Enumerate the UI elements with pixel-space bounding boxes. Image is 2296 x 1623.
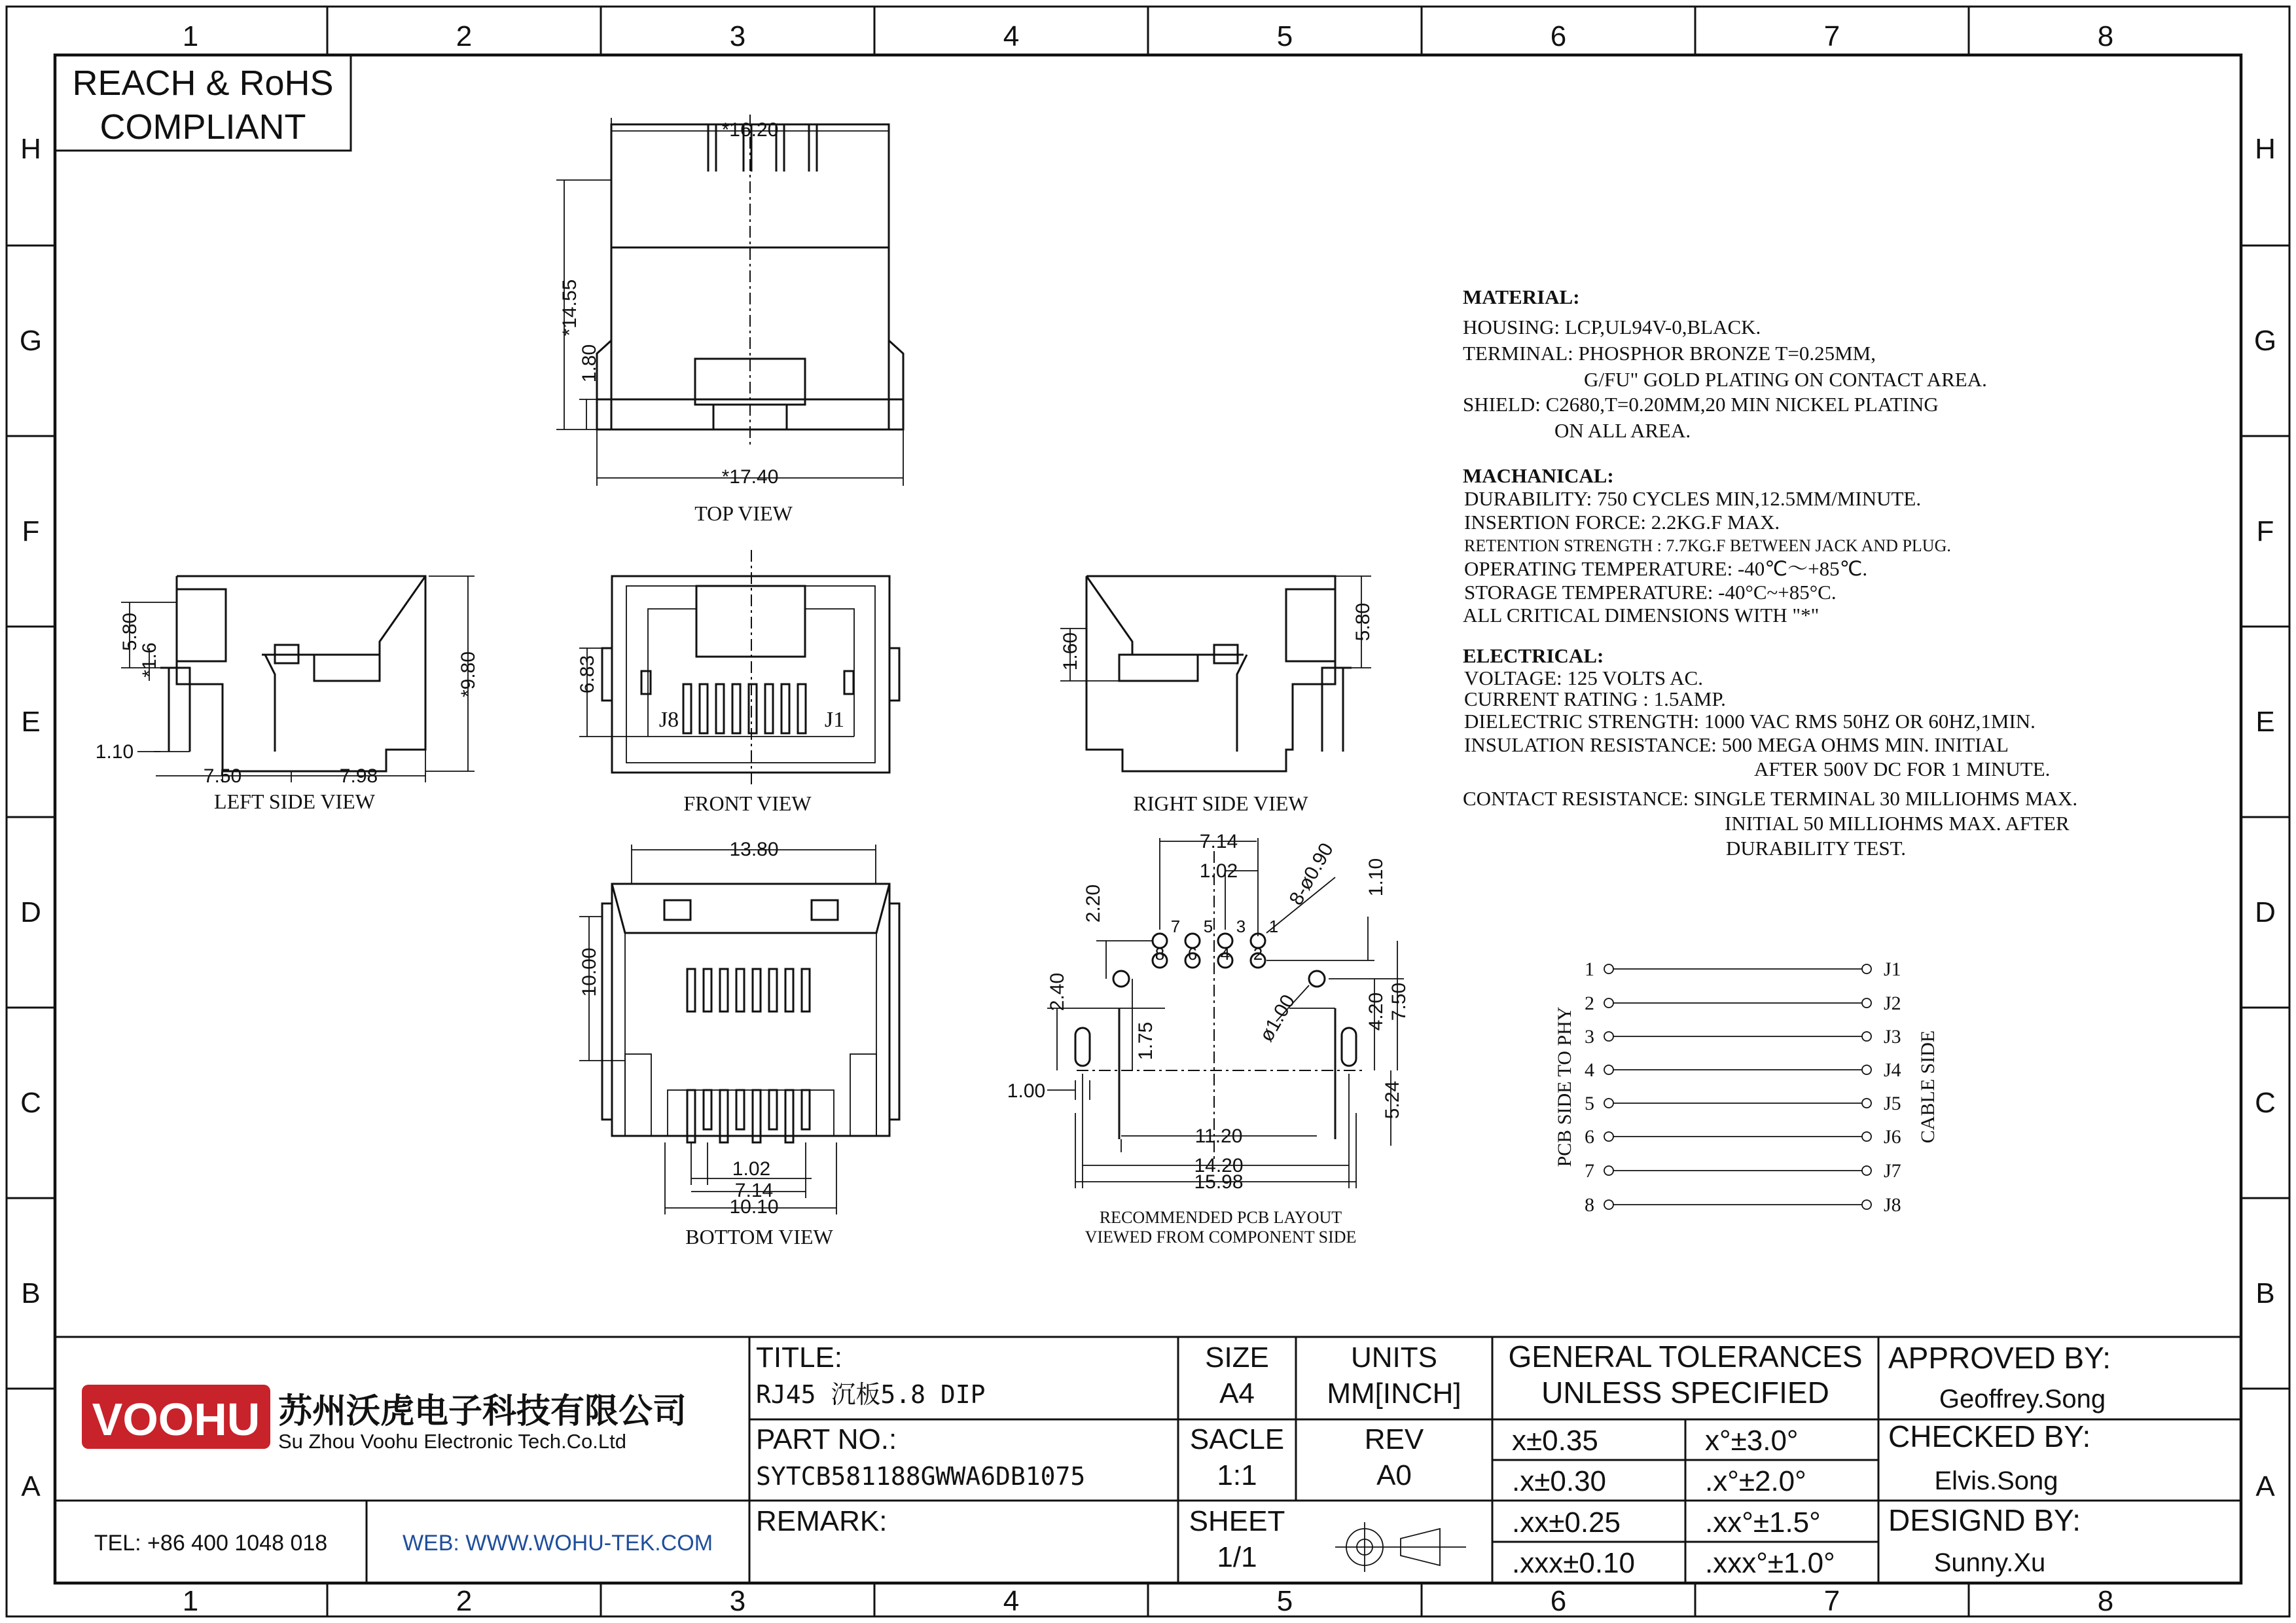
- schematic-pin: 4: [1585, 1059, 1594, 1081]
- part-no-label: PART NO.:: [756, 1423, 897, 1455]
- schematic-jack: J5: [1884, 1093, 1901, 1114]
- col-label: 4: [1003, 1585, 1020, 1617]
- spec-line: INSULATION RESISTANCE: 500 MEGA OHMS MIN. INITIAL: [1464, 733, 2009, 756]
- tolerance-value: x°±3.0°: [1705, 1425, 1799, 1457]
- tolerance-title-2: UNLESS SPECIFIED: [1541, 1376, 1829, 1410]
- specifications: [1463, 285, 2077, 860]
- schematic-pin: 8: [1585, 1194, 1594, 1216]
- web-text: WEB: WWW.WOHU-TEK.COM: [402, 1531, 713, 1556]
- dim-pcb-15-98: 15.98: [1194, 1171, 1244, 1193]
- row-label: E: [2255, 706, 2275, 738]
- col-label: 7: [1823, 20, 1840, 52]
- schematic-jack: J2: [1884, 993, 1901, 1014]
- projection-symbol-icon: [1335, 1522, 1466, 1572]
- col-label: 5: [1276, 1585, 1293, 1617]
- tolerance-value: .x±0.30: [1512, 1465, 1607, 1497]
- spec-line: G/FU" GOLD PLATING ON CONTACT AREA.: [1584, 368, 1987, 391]
- right-view-label: RIGHT SIDE VIEW: [1133, 792, 1308, 815]
- dim-pcb-hole-dia: ø1.00: [1255, 991, 1300, 1046]
- company-name-cn: 苏州沃虎电子科技有限公司: [278, 1393, 687, 1431]
- schematic-pin: 7: [1585, 1160, 1594, 1182]
- spec-line: ALL CRITICAL DIMENSIONS WITH "*": [1463, 604, 1820, 627]
- dim-14-55: *14.55: [559, 279, 581, 337]
- pcb-label-1: RECOMMENDED PCB LAYOUT: [1099, 1208, 1342, 1227]
- dim-pcb-1-10: 1.10: [1365, 858, 1387, 897]
- pin-label-j8: J8: [658, 708, 679, 732]
- spec-line: STORAGE TEMPERATURE: -40°C~+85°C.: [1464, 581, 1837, 604]
- dim-pcb-2-40: 2.40: [1047, 972, 1068, 1012]
- company-name-en: Su Zhou Voohu Electronic Tech.Co.Ltd: [278, 1430, 626, 1453]
- left-side-view: [96, 576, 479, 813]
- spec-line: DURABILITY: 750 CYCLES MIN,12.5MM/MINUTE.: [1464, 487, 1922, 510]
- dim-7-50: 7.50: [203, 765, 242, 787]
- dim-16-20: *16.20: [721, 119, 779, 141]
- pcb-label-2: VIEWED FROM COMPONENT SIDE: [1085, 1228, 1357, 1247]
- spec-line: RETENTION STRENGTH : 7.7KG.F BETWEEN JACK AND PLUG.: [1464, 536, 1951, 555]
- spec-line: HOUSING: LCP,UL94V-0,BLACK.: [1463, 316, 1761, 338]
- pin-number: 6: [1187, 944, 1198, 964]
- pin-number: 7: [1170, 917, 1181, 936]
- row-label: H: [20, 133, 41, 165]
- col-label: 1: [182, 1585, 199, 1617]
- row-label: C: [20, 1087, 41, 1119]
- schematic-pin: 2: [1585, 993, 1594, 1014]
- size-label: SIZE: [1205, 1341, 1269, 1374]
- bottom-view-label: BOTTOM VIEW: [685, 1225, 833, 1249]
- dim-1-80: 1.80: [579, 344, 600, 383]
- spec-line: VOLTAGE: 125 VOLTS AC.: [1464, 666, 1703, 689]
- schematic-pin: 6: [1585, 1126, 1594, 1148]
- spec-line: OPERATING TEMPERATURE: -40℃～+85℃.: [1464, 557, 1868, 580]
- scale-label: SACLE: [1189, 1423, 1285, 1455]
- scale-value: 1:1: [1217, 1459, 1257, 1491]
- spec-line: DURABILITY TEST.: [1726, 837, 1906, 860]
- dim-pcb-5-24: 5.24: [1382, 1080, 1403, 1120]
- col-label: 4: [1003, 20, 1020, 52]
- dim-7-14: 7.14: [734, 1180, 774, 1201]
- col-label: 8: [2097, 20, 2114, 52]
- col-label: 8: [2097, 1585, 2114, 1617]
- schematic-jack: J3: [1884, 1026, 1901, 1048]
- row-label: D: [20, 896, 41, 928]
- units-label: UNITS: [1351, 1341, 1437, 1374]
- dim-17-40: *17.40: [721, 466, 779, 488]
- spec-line: INSERTION FORCE: 2.2KG.F MAX.: [1464, 511, 1780, 534]
- col-label: 3: [729, 1585, 746, 1617]
- schematic-pin: 1: [1585, 958, 1594, 980]
- spec-line: CURRENT RATING : 1.5AMP.: [1464, 687, 1726, 710]
- spec-line: TERMINAL: PHOSPHOR BRONZE T=0.25MM,: [1463, 342, 1876, 365]
- dim-5-80: 5.80: [119, 612, 141, 651]
- bottom-view: [579, 839, 899, 1249]
- tolerance-value: x±0.35: [1512, 1425, 1598, 1457]
- dim-pcb-1-75: 1.75: [1135, 1021, 1157, 1061]
- col-label: 6: [1550, 1585, 1567, 1617]
- schematic-right-label: CABLE SIDE: [1917, 1030, 1939, 1144]
- pin-schematic: [1554, 958, 1939, 1216]
- spec-line: INITIAL 50 MILLIOHMS MAX. AFTER: [1725, 812, 2070, 835]
- material-title: MATERIAL:: [1463, 285, 1580, 308]
- elec-title: ELECTRICAL:: [1463, 644, 1604, 667]
- col-label: 5: [1276, 20, 1293, 52]
- dim-1-6: *1.6: [139, 642, 160, 678]
- col-label: 1: [182, 20, 199, 52]
- mech-title: MACHANICAL:: [1463, 464, 1614, 487]
- left-view-label: LEFT SIDE VIEW: [214, 790, 375, 813]
- remark-label: REMARK:: [756, 1505, 888, 1537]
- col-label: 2: [456, 1585, 473, 1617]
- svg-text:VOOHU: VOOHU: [92, 1394, 260, 1445]
- dim-pcb-2-20: 2.20: [1083, 884, 1104, 923]
- front-view: [577, 550, 899, 815]
- schematic-jack: J6: [1884, 1126, 1901, 1148]
- pin-label-j1: J1: [824, 708, 845, 732]
- voohu-logo: [82, 1385, 270, 1449]
- top-view-label: TOP VIEW: [694, 501, 793, 525]
- row-label: A: [2255, 1470, 2275, 1503]
- row-label: F: [22, 515, 40, 547]
- dim-pcb-11-20: 11.20: [1194, 1125, 1243, 1147]
- row-label: D: [2255, 896, 2276, 928]
- row-label: B: [21, 1277, 41, 1309]
- dim-10-00: 10.00: [579, 947, 600, 997]
- designed-value: Sunny.Xu: [1933, 1548, 2046, 1577]
- row-label: B: [2255, 1277, 2275, 1309]
- designed-label: DESIGND BY:: [1888, 1503, 2081, 1537]
- dim-13-80: 13.80: [729, 839, 779, 860]
- schematic-pin: 5: [1585, 1093, 1594, 1114]
- dim-pcb-14-20: 14.20: [1194, 1155, 1244, 1176]
- checked-value: Elvis.Song: [1934, 1467, 2058, 1495]
- row-label: G: [2253, 325, 2277, 357]
- spec-line: AFTER 500V DC FOR 1 MINUTE.: [1754, 757, 2051, 780]
- approved-label: APPROVED BY:: [1888, 1341, 2111, 1375]
- tel-text: TEL: +86 400 1048 018: [94, 1531, 328, 1556]
- tolerance-value: .x°±2.0°: [1705, 1465, 1806, 1497]
- row-label: A: [21, 1470, 41, 1503]
- col-label: 2: [456, 20, 473, 52]
- dim-pcb-7-50: 7.50: [1388, 982, 1410, 1021]
- col-label: 3: [729, 20, 746, 52]
- spec-line: DIELECTRIC STRENGTH: 1000 VAC RMS 50HZ OR 60HZ,1MIN.: [1464, 710, 2036, 733]
- pin-number: 5: [1203, 917, 1213, 936]
- dim-1-60: 1.60: [1060, 632, 1081, 671]
- schematic-left-label: PCB SIDE TO PHY: [1554, 1006, 1575, 1167]
- pin-number: 1: [1268, 917, 1279, 936]
- pcb-layout: [1007, 831, 1410, 1247]
- title-label: TITLE:: [756, 1341, 843, 1374]
- units-value: MM[INCH]: [1327, 1377, 1462, 1410]
- rev-label: REV: [1364, 1423, 1424, 1455]
- dim-pcb-4-20: 4.20: [1365, 992, 1387, 1031]
- dim-10-10: 10.10: [729, 1196, 779, 1218]
- row-label: H: [2255, 133, 2276, 165]
- pin-number: 8: [1155, 944, 1165, 964]
- compliance-line1: REACH & RoHS: [72, 64, 334, 103]
- col-label: 7: [1823, 1585, 1840, 1617]
- part-no-value: SYTCB581188GWWA6DB1075: [756, 1462, 1086, 1491]
- schematic-jack: J8: [1884, 1194, 1901, 1216]
- dim-9-80: *9.80: [457, 651, 479, 698]
- row-label: F: [2256, 515, 2274, 547]
- sheet-value: 1/1: [1217, 1541, 1257, 1573]
- dim-pcb-1-00: 1.00: [1007, 1080, 1046, 1102]
- row-label: C: [2255, 1087, 2276, 1119]
- compliance-box: [55, 55, 351, 151]
- compliance-line2: COMPLIANT: [99, 107, 306, 147]
- dim-pcb-7-14: 7.14: [1199, 831, 1238, 852]
- top-view: [556, 115, 903, 525]
- row-label: E: [21, 706, 41, 738]
- sheet-label: SHEET: [1189, 1505, 1285, 1537]
- tolerance-title-1: GENERAL TOLERANCES: [1508, 1340, 1863, 1374]
- rev-value: A0: [1376, 1459, 1412, 1491]
- approved-value: Geoffrey.Song: [1939, 1385, 2106, 1413]
- dim-5-80-right: 5.80: [1352, 602, 1374, 642]
- pin-number: 4: [1220, 944, 1230, 964]
- tolerance-value: .xx±0.25: [1512, 1506, 1621, 1539]
- title-value: RJ45 沉板5.8 DIP: [756, 1380, 986, 1409]
- right-side-view: [1060, 576, 1374, 815]
- dim-7-98: 7.98: [339, 765, 378, 787]
- spec-line: ON ALL AREA.: [1554, 419, 1691, 442]
- row-label: G: [19, 325, 43, 357]
- spec-line: SHIELD: C2680,T=0.20MM,20 MIN NICKEL PLATING: [1463, 393, 1939, 416]
- dim-6-83: 6.83: [577, 655, 598, 694]
- schematic-jack: J4: [1884, 1059, 1901, 1081]
- title-block: [55, 1337, 2241, 1583]
- pin-number: 3: [1236, 917, 1246, 936]
- pin-number: 2: [1253, 944, 1263, 964]
- schematic-jack: J7: [1884, 1160, 1901, 1182]
- size-value: A4: [1219, 1377, 1255, 1410]
- dim-1-10: 1.10: [95, 741, 134, 763]
- tolerance-value: .xxx±0.10: [1512, 1547, 1636, 1579]
- front-view-label: FRONT VIEW: [683, 792, 812, 815]
- tolerance-value: .xxx°±1.0°: [1705, 1547, 1835, 1579]
- schematic-jack: J1: [1884, 958, 1901, 980]
- spec-line: CONTACT RESISTANCE: SINGLE TERMINAL 30 MILLIOHMS MAX.: [1463, 787, 2078, 810]
- dim-pcb-pin-dia: 8-ø0.90: [1285, 839, 1338, 909]
- col-label: 6: [1550, 20, 1567, 52]
- dim-1-02: 1.02: [732, 1158, 771, 1180]
- tolerance-value: .xx°±1.5°: [1705, 1506, 1821, 1539]
- schematic-pin: 3: [1585, 1026, 1594, 1048]
- checked-label: CHECKED BY:: [1888, 1419, 2091, 1453]
- dim-pcb-1-02: 1.02: [1199, 860, 1238, 882]
